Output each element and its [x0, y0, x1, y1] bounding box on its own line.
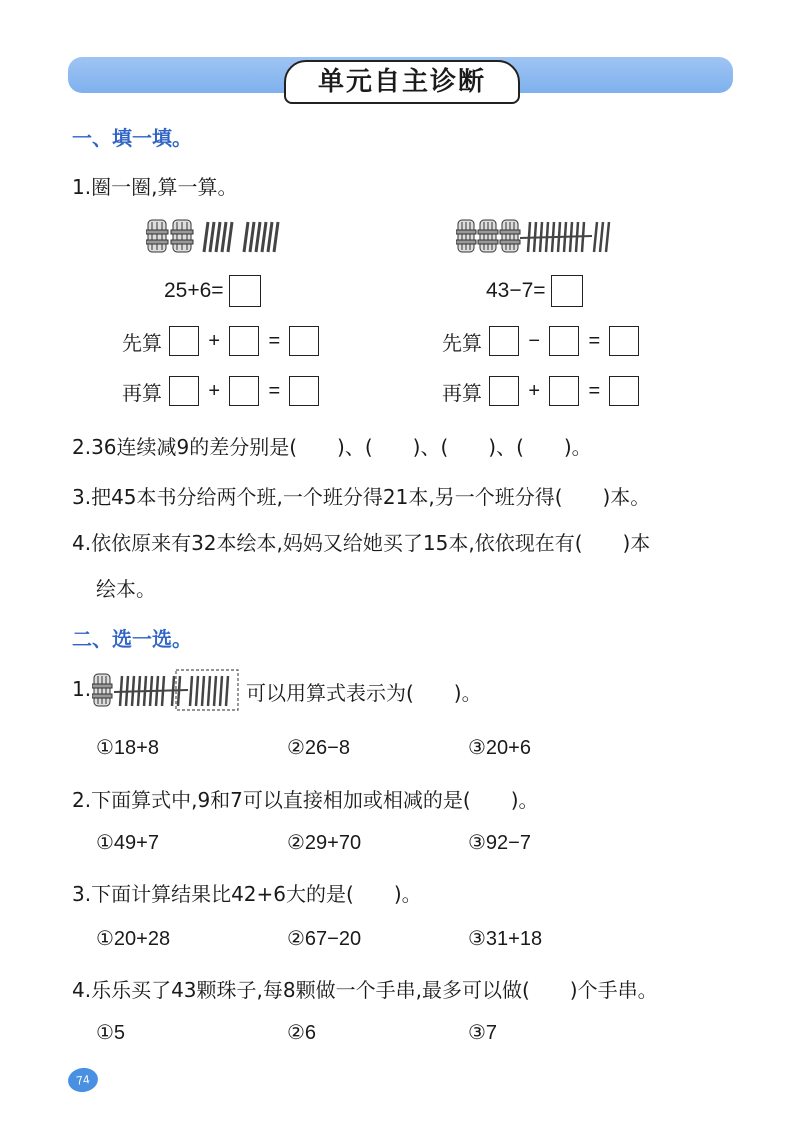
fill-q3: 3.把45本书分给两个班,一个班分得21本,另一个班分得( )本。	[72, 485, 651, 509]
choose-q3-option-1[interactable]: ①20+28	[96, 928, 171, 950]
equals-sign: =	[588, 379, 601, 402]
step1-label: 先算	[122, 330, 162, 355]
fill-q4-line1: 4.依依原来有32本绘本,妈妈又给她买了15本,依依现在有( )本	[72, 531, 651, 555]
bundle-icon	[478, 220, 498, 252]
choose-q1-number: 1.	[72, 677, 92, 701]
right-equation: 43−7=	[486, 279, 546, 302]
choose-q1-option-3[interactable]: ③20+6	[468, 737, 531, 759]
choose-q1-option-2[interactable]: ②26−8	[287, 737, 350, 759]
sticks-illustration-right	[456, 216, 626, 256]
bundle-icon	[171, 220, 193, 252]
answer-box[interactable]	[551, 275, 583, 307]
operator: −	[528, 329, 541, 352]
bundle-icon	[456, 220, 476, 252]
operator: +	[208, 329, 221, 352]
step1-label: 先算	[442, 330, 482, 355]
left-step2-row	[122, 376, 319, 406]
left-step1-row	[122, 326, 319, 356]
page-title: 单元自主诊断	[284, 60, 520, 104]
operator: +	[208, 379, 221, 402]
left-equation: 25+6=	[164, 279, 224, 302]
bundle-icon	[146, 220, 168, 252]
choose-q2-option-2[interactable]: ②29+70	[287, 832, 362, 854]
bundle-icon	[500, 220, 520, 252]
right-step1-row	[442, 326, 639, 356]
page-number-badge: 74	[66, 1066, 99, 1094]
answer-box[interactable]	[489, 326, 519, 356]
answer-box[interactable]	[489, 376, 519, 406]
answer-box[interactable]	[169, 326, 199, 356]
choose-q4-option-2[interactable]: ②6	[287, 1022, 317, 1044]
single-sticks-icon	[114, 676, 228, 706]
equals-sign: =	[588, 329, 601, 352]
equals-sign: =	[268, 329, 281, 352]
single-sticks-icon	[520, 222, 609, 252]
answer-box[interactable]	[549, 376, 579, 406]
single-sticks-icon	[204, 222, 278, 252]
sticks-illustration-choose	[92, 668, 242, 712]
answer-box[interactable]	[549, 326, 579, 356]
step2-label: 再算	[442, 380, 482, 405]
left-equation-row	[164, 275, 261, 307]
choose-q3-option-3[interactable]: ③31+18	[468, 928, 543, 950]
step2-label: 再算	[122, 380, 162, 405]
answer-box[interactable]	[609, 326, 639, 356]
answer-box[interactable]	[229, 275, 261, 307]
section-heading-fill: 一、填一填。	[72, 126, 192, 150]
answer-box[interactable]	[169, 376, 199, 406]
fill-q4-line2: 绘本。	[96, 577, 156, 601]
bundle-icon	[92, 674, 112, 706]
sticks-illustration-left	[146, 216, 286, 256]
equals-sign: =	[268, 379, 281, 402]
fill-q1-prompt: 1.圈一圈,算一算。	[72, 175, 238, 199]
answer-box[interactable]	[229, 376, 259, 406]
right-equation-row	[486, 275, 583, 307]
choose-q2-option-3[interactable]: ③92−7	[468, 832, 531, 854]
choose-q2-option-1[interactable]: ①49+7	[96, 832, 159, 854]
choose-q1-option-1[interactable]: ①18+8	[96, 737, 159, 759]
choose-q2-text: 2.下面算式中,9和7可以直接相加或相减的是( )。	[72, 788, 539, 812]
answer-box[interactable]	[289, 376, 319, 406]
answer-box[interactable]	[229, 326, 259, 356]
section-heading-choose: 二、选一选。	[72, 627, 192, 651]
choose-q4-option-3[interactable]: ③7	[468, 1022, 498, 1044]
answer-box[interactable]	[609, 376, 639, 406]
choose-q4-option-1[interactable]: ①5	[96, 1022, 126, 1044]
right-step2-row	[442, 376, 639, 406]
choose-q1-text: 可以用算式表示为( )。	[246, 681, 482, 705]
fill-q2: 2.36连续减9的差分别是( )、( )、( )、( )。	[72, 435, 592, 459]
choose-q3-text: 3.下面计算结果比42+6大的是( )。	[72, 882, 422, 906]
choose-q4-text: 4.乐乐买了43颗珠子,每8颗做一个手串,最多可以做( )个手串。	[72, 978, 658, 1002]
operator: +	[528, 379, 541, 402]
choose-q3-option-2[interactable]: ②67−20	[287, 928, 362, 950]
answer-box[interactable]	[289, 326, 319, 356]
